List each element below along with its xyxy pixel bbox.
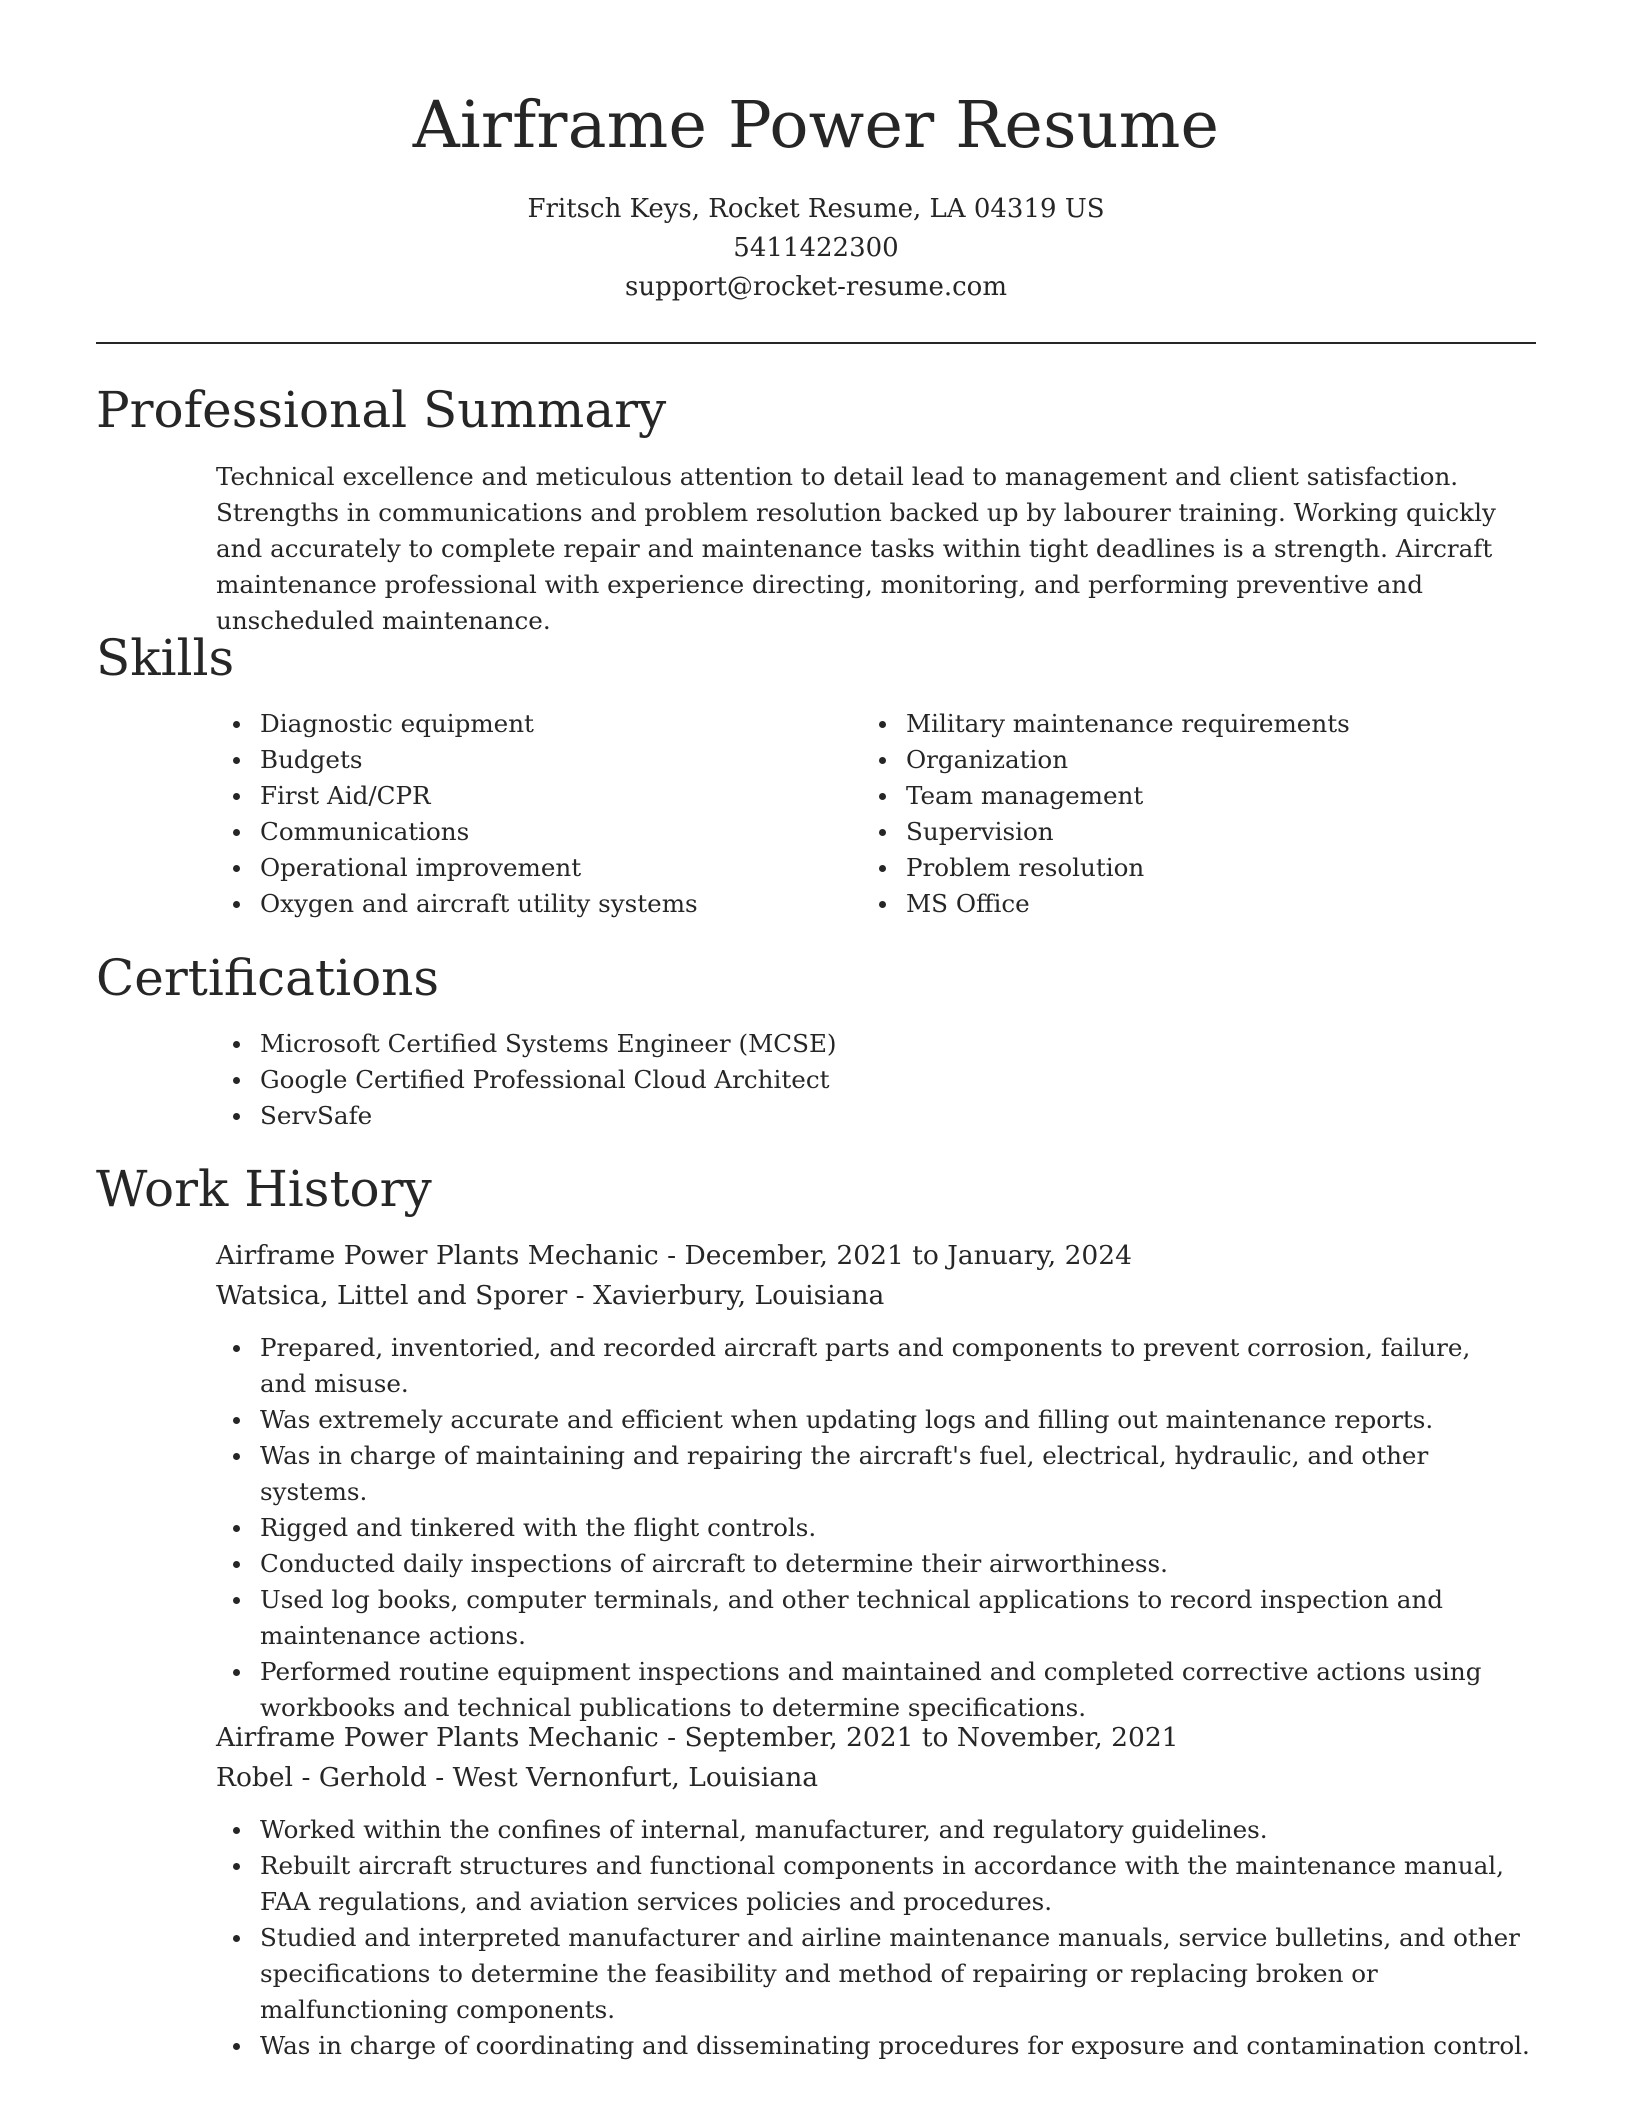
skill-item: Team management	[906, 778, 1546, 814]
skill-item: Operational improvement	[260, 850, 820, 886]
certification-item: Google Certified Professional Cloud Architect	[260, 1062, 1536, 1098]
email-address: support@rocket-resume.com	[624, 272, 1007, 302]
skill-item: MS Office	[906, 886, 1546, 922]
job-bullet: Worked within the confines of internal, manufacturer, and regulatory guidelines.	[260, 1812, 1560, 1848]
job-bullet: Performed routine equipment inspections and maintained and completed corrective actions using workbooks and technical publications to determine specifications.	[260, 1654, 1522, 1726]
job-bullet: Studied and interpreted manufacturer and airline maintenance manuals, service bulletins, and other specifications to determine the feasibility and method of repairing or replacing broken or malfunctioning components.	[260, 1920, 1560, 2028]
summary-text: Technical excellence and meticulous attention to detail lead to management and client satisfaction. Strengths in communications and problem resolution backed up by labourer training. Working quickly and accurately to complete repair and maintenance tasks within tight deadlines is a strength. Aircraft maintenance professional with experience directing, monitoring, and performing preventive and unscheduled maintenance.	[216, 462, 1496, 635]
job-company-line: Watsica, Littel and Sporer - Xavierbury, Louisiana	[216, 1280, 885, 1311]
job-company: Watsica, Littel and Sporer	[216, 1280, 568, 1311]
job-bullet: Was in charge of maintaining and repairing the aircraft's fuel, electrical, hydraulic, and other systems.	[260, 1438, 1522, 1510]
skill-item: First Aid/CPR	[260, 778, 820, 814]
job-bullet: Rigged and tinkered with the flight controls.	[260, 1510, 1522, 1546]
contact-info	[96, 190, 1536, 307]
job-bullet: Rebuilt aircraft structures and functional components in accordance with the maintenance manual, FAA regulations, and aviation services policies and procedures.	[260, 1848, 1560, 1920]
job-location: West Vernonfurt, Louisiana	[452, 1762, 819, 1793]
section-title-work-history: Work History	[96, 1160, 432, 1218]
job-role: Airframe Power Plants Mechanic	[216, 1722, 659, 1753]
job-bullets	[216, 1812, 1560, 2064]
skills-list-left	[216, 706, 820, 922]
job-company-line: Robel - Gerhold - West Vernonfurt, Louisiana	[216, 1762, 819, 1793]
job-title-line: Airframe Power Plants Mechanic - September, 2021 to November, 2021	[216, 1722, 1179, 1753]
header-divider	[96, 342, 1536, 344]
skill-item: Military maintenance requirements	[906, 706, 1546, 742]
job-title-line: Airframe Power Plants Mechanic - December, 2021 to January, 2024	[216, 1240, 1133, 1271]
certifications-list	[216, 1026, 1536, 1134]
certification-item: ServSafe	[260, 1098, 1536, 1134]
skill-item: Oxygen and aircraft utility systems	[260, 886, 820, 922]
job-role: Airframe Power Plants Mechanic	[216, 1240, 659, 1271]
address: Fritsch Keys, Rocket Resume, LA 04319 US	[527, 194, 1105, 224]
certification-item: Microsoft Certified Systems Engineer (MCSE)	[260, 1026, 1536, 1062]
section-title-summary: Professional Summary	[96, 381, 667, 439]
skill-item: Organization	[906, 742, 1546, 778]
job-location: Xavierbury, Louisiana	[593, 1280, 885, 1311]
job-bullets	[216, 1330, 1522, 1726]
section-title-certifications: Certifications	[96, 949, 440, 1007]
phone-number: 5411422300	[733, 233, 899, 263]
job-bullet: Was in charge of coordinating and disseminating procedures for exposure and contamination control.	[260, 2028, 1560, 2064]
skill-item: Communications	[260, 814, 820, 850]
candidate-name: Airframe Power Resume	[412, 88, 1220, 163]
section-title-skills: Skills	[96, 629, 235, 687]
skill-item: Supervision	[906, 814, 1546, 850]
job-dates: September, 2021 to November, 2021	[684, 1722, 1179, 1753]
job-bullet: Prepared, inventoried, and recorded aircraft parts and components to prevent corrosion, failure, and misuse.	[260, 1330, 1522, 1402]
job-dates: December, 2021 to January, 2024	[684, 1240, 1133, 1271]
skill-item: Diagnostic equipment	[260, 706, 820, 742]
job-company: Robel - Gerhold	[216, 1762, 427, 1793]
job-bullet: Used log books, computer terminals, and other technical applications to record inspection and maintenance actions.	[260, 1582, 1522, 1654]
job-bullet: Conducted daily inspections of aircraft to determine their airworthiness.	[260, 1546, 1522, 1582]
job-bullet: Was extremely accurate and efficient when updating logs and filling out maintenance reports.	[260, 1402, 1522, 1438]
skills-list-right	[862, 706, 1546, 922]
skill-item: Problem resolution	[906, 850, 1546, 886]
skill-item: Budgets	[260, 742, 820, 778]
resume-header	[96, 84, 1536, 307]
